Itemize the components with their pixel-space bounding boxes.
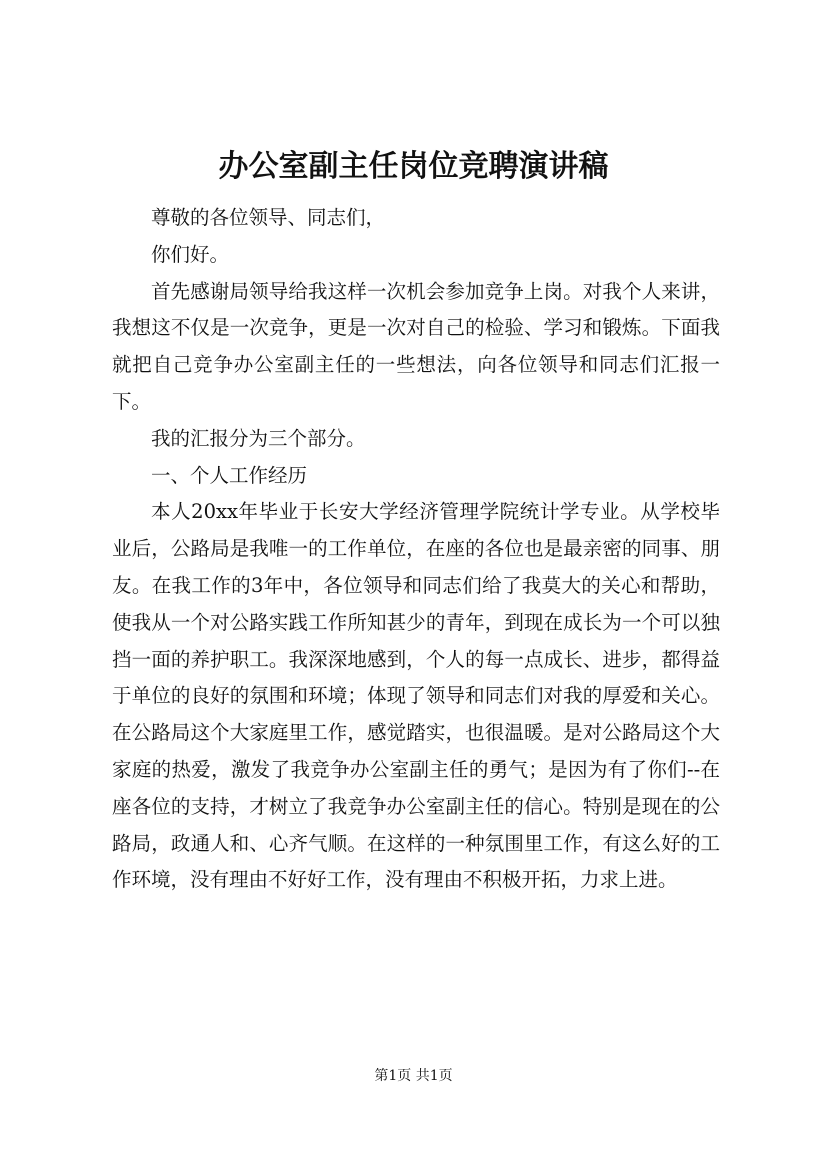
page-footer: 第1页 共1页: [374, 1068, 453, 1084]
document-body: [112, 200, 720, 899]
outline-paragraph: 我的汇报分为三个部分。: [151, 426, 366, 450]
salutation-paragraph: 你们好。: [151, 242, 230, 266]
greeting-paragraph: 尊敬的各位领导、同志们，: [151, 206, 386, 229]
section-heading: 一、个人工作经历: [151, 463, 308, 487]
document-title: 办公室副主任岗位竞聘演讲稿: [218, 149, 609, 184]
intro-paragraph: 首先感谢局领导给我这样一次机会参加竞争上岗。对我个人来讲，我想这不仅是一次竞争，更是一次对自己的检验、学习和锻炼。下面我就把自己竞争办公室副主任的一些想法，向各位领导和同志们汇报一下。: [112, 279, 720, 413]
experience-paragraph: 本人20xx年毕业于长安大学经济管理学院统计学专业。从学校毕业后，公路局是我唯一的工作单位，在座的各位也是最亲密的同事、朋友。在我工作的3年中，各位领导和同志们给了我莫大的关心和帮助，使我从一个对公路实践工作所知甚少的青年，到现在成长为一个可以独挡一面的养护职工。我深深地感到，个人的每一点成长、进步，都得益于单位的良好的氛围和环境；体现了领导和同志们对我的厚爱和关心。在公路局这个大家庭里工作，感觉踏实，也很温暖。是对公路局这个大家庭的热爱，激发了我竞争办公室副主任的勇气；是因为有了你们--在座各位的支持，才树立了我竞争办公室副主任的信心。特别是现在的公路局，政通人和、心齐气顺。在这样的一种氛围里工作，有这么好的工作环境，没有理由不好好工作，没有理由不积极开拓，力求上进。: [112, 500, 720, 892]
